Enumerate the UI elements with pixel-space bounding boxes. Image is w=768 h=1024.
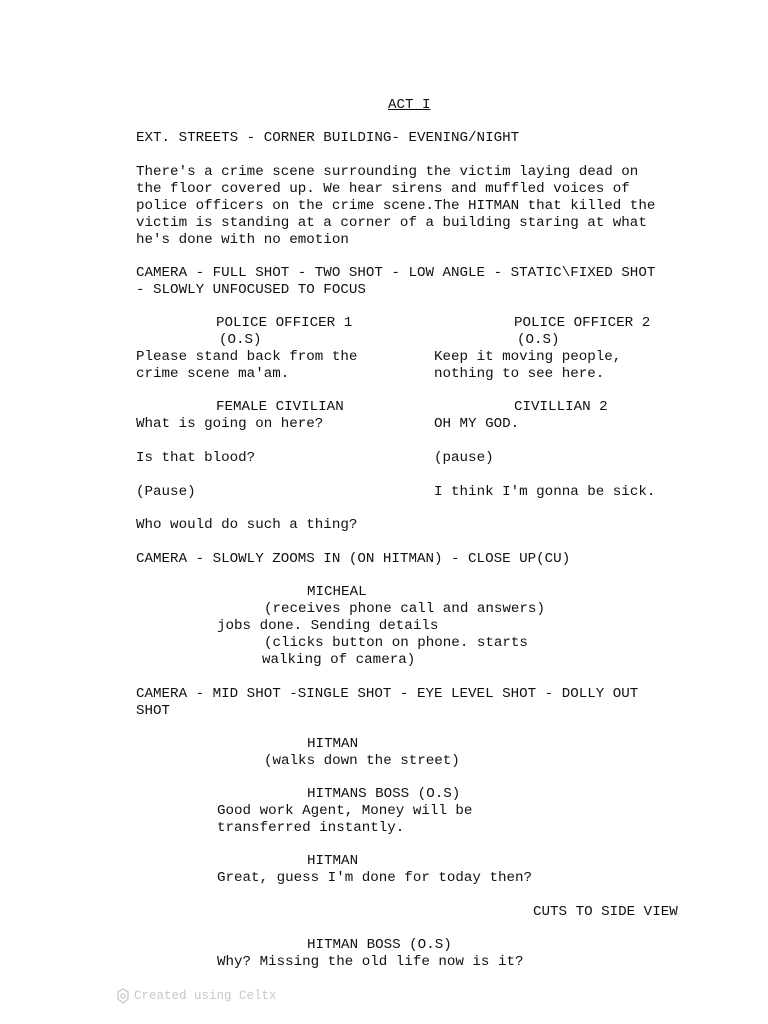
character-extension: (O.S) (219, 332, 262, 348)
transition: CUTS TO SIDE VIEW (533, 904, 678, 920)
dialogue-line: I think I'm gonna be sick. (434, 484, 656, 500)
action-line: police officers on the crime scene.The HITMAN that killed the (136, 198, 656, 214)
scene-heading: EXT. STREETS - CORNER BUILDING- EVENING/NIGHT (136, 130, 520, 146)
parenthetical: (clicks button on phone. starts (264, 635, 528, 651)
action-line: the floor covered up. We hear sirens and muffled voices of (136, 181, 630, 197)
parenthetical: (Pause) (136, 484, 196, 500)
camera-direction: CAMERA - MID SHOT -SINGLE SHOT - EYE LEVEL SHOT - DOLLY OUT (136, 686, 639, 702)
camera-direction: CAMERA - FULL SHOT - TWO SHOT - LOW ANGLE - STATIC\FIXED SHOT (136, 265, 656, 281)
parenthetical: (walks down the street) (264, 753, 460, 769)
act-heading: ACT I (388, 97, 431, 113)
dialogue-line: jobs done. Sending details (217, 618, 439, 634)
character-name: HITMAN (307, 853, 359, 869)
character-name: HITMAN BOSS (O.S) (307, 937, 452, 953)
character-name: HITMANS BOSS (O.S) (307, 786, 461, 802)
camera-direction: - SLOWLY UNFOCUSED TO FOCUS (136, 282, 366, 298)
dialogue-line: Good work Agent, Money will be (217, 803, 473, 819)
character-name: POLICE OFFICER 1 (216, 315, 353, 331)
parenthetical: (pause) (434, 450, 494, 466)
dialogue-line: Is that blood? (136, 450, 256, 466)
dialogue-line: Keep it moving people, (434, 349, 622, 365)
dialogue-line: crime scene ma'am. (136, 366, 290, 382)
footer-watermark (116, 988, 277, 1004)
character-name: POLICE OFFICER 2 (514, 315, 651, 331)
dialogue-line: Who would do such a thing? (136, 517, 358, 533)
parenthetical: (receives phone call and answers) (264, 601, 545, 617)
character-name: MICHEAL (307, 584, 367, 600)
footer-text: Created using Celtx (134, 989, 277, 1003)
action-line: he's done with no emotion (136, 232, 349, 248)
action-line: There's a crime scene surrounding the victim laying dead on (136, 164, 639, 180)
dialogue-line: OH MY GOD. (434, 416, 520, 432)
character-name: HITMAN (307, 736, 359, 752)
character-name: FEMALE CIVILIAN (216, 399, 344, 415)
dialogue-line: transferred instantly. (217, 820, 405, 836)
celtx-logo-icon (116, 988, 130, 1004)
camera-direction: CAMERA - SLOWLY ZOOMS IN (ON HITMAN) - CLOSE UP(CU) (136, 551, 571, 567)
dialogue-line: What is going on here? (136, 416, 324, 432)
dialogue-line: Great, guess I'm done for today then? (217, 870, 533, 886)
dialogue-line: Please stand back from the (136, 349, 358, 365)
dialogue-line: Why? Missing the old life now is it? (217, 954, 524, 970)
character-extension: (O.S) (517, 332, 560, 348)
parenthetical: walking of camera) (262, 652, 416, 668)
character-name: CIVILLIAN 2 (514, 399, 608, 415)
camera-direction: SHOT (136, 703, 171, 719)
dialogue-line: nothing to see here. (434, 366, 605, 382)
action-line: victim is standing at a corner of a building staring at what (136, 215, 647, 231)
